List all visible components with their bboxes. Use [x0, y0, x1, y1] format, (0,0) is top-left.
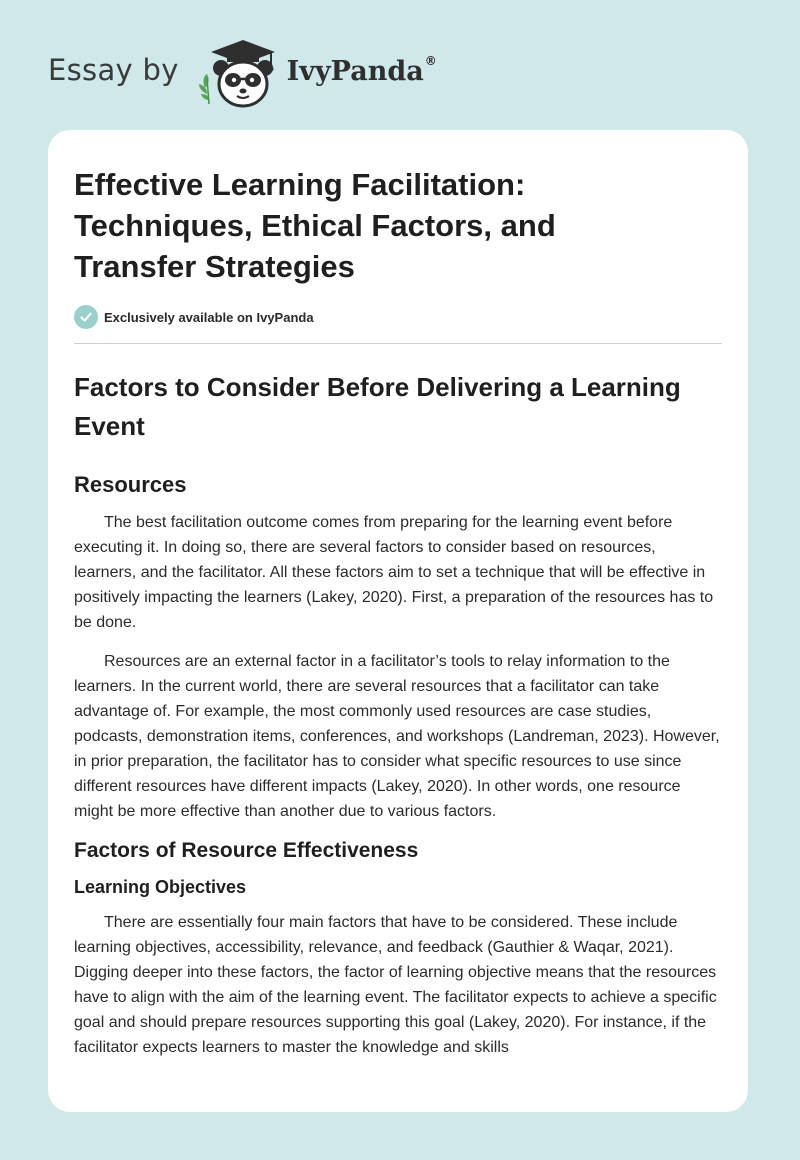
exclusive-badge: [74, 305, 722, 344]
paragraph: The best facilitation outcome comes from preparing for the learning event before executing it. In doing so, there are several factors to consider based on resources, learners, and the facilitator. All these factors aim to set a technique that will be effective in positively impacting the learners (Lakey, 2020). First, a preparation of the resources has to be done.: [74, 514, 714, 631]
site-header: [48, 38, 437, 110]
section-heading: Factors to Consider Before Delivering a Learning Event: [74, 372, 681, 441]
badge-label: Exclusively available on IvyPanda: [104, 309, 314, 325]
brand-name: [286, 53, 437, 87]
brand-text: IvyPanda: [286, 55, 424, 87]
effectiveness-heading: Factors of Resource Effectiveness: [74, 839, 419, 862]
registered-mark: ®: [424, 53, 437, 68]
paragraph: Resources are an external factor in a facilitator’s tools to relay information to the learners. In the current world, there are several resources that a facilitator can take advantage of. For example, the most commonly used resources are case studies, podcasts, demonstration items, conferences, and workshops (Landreman, 2023). However, in prior preparation, the facilitator has to consider what specific resources to use since different resources have different impacts (Lakey, 2020). In other words, one resource might be more effective than another due to various factors.: [74, 653, 720, 820]
paragraph: There are essentially four main factors that have to be considered. These include learning objectives, accessibility, relevance, and feedback (Gauthier & Waqar, 2021). Digging deeper into these factors, the factor of learning objective means that the resources have to align with the aim of the learning event. The facilitator expects to achieve a specific goal and should prepare resources supporting this goal (Lakey, 2020). For instance, if the facilitator expects learners to master the knowledge and skills: [74, 914, 717, 1056]
article-title: Effective Learning Facilitation: Techniques, Ethical Factors, and Transfer Strategies: [74, 167, 556, 284]
article-card: [48, 130, 748, 1112]
essay-by-label: Essay by: [48, 53, 179, 87]
objectives-heading: Learning Objectives: [74, 877, 247, 897]
panda-graduate-icon: [193, 38, 281, 110]
check-circle-icon: [74, 305, 98, 329]
resources-heading: Resources: [74, 472, 187, 497]
